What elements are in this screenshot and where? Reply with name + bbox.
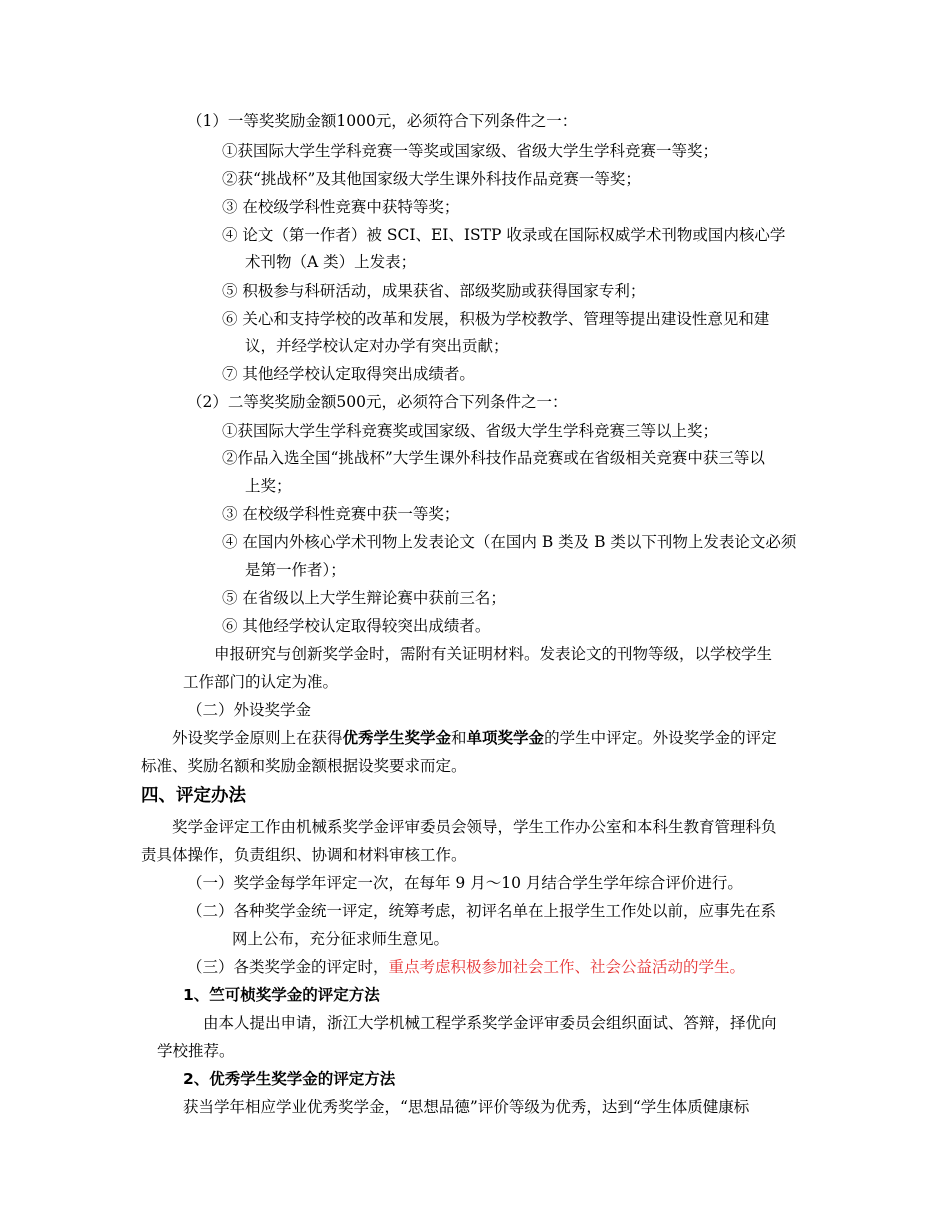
rule-3	[187, 957, 745, 977]
award-2-item-1: ①获国际大学生学科竞赛奖或国家级、省级大学生学科竞赛三等以上奖；	[222, 422, 719, 440]
award-1-item-7: ⑦ 其他经学校认定取得突出成绩者。	[222, 365, 475, 383]
intro-line-2: 责具体操作，负责组织、协调和材料审核工作。	[141, 846, 467, 864]
ext-text-1: 外设奖学金原则上在获得	[172, 729, 343, 747]
method-1-heading: 1、竺可桢奖学金的评定方法	[183, 986, 380, 1004]
award-1-item-4: ④ 论文（第一作者）被 SCI、EI、ISTP 收录或在国际权威学术刊物或国内核心学	[222, 226, 786, 244]
rule-3-text: （三）各类奖学金的评定时，	[187, 958, 389, 976]
section-4-title: 四、评定办法	[141, 786, 246, 806]
award-2-item-4-cont: 是第一作者）；	[245, 561, 346, 579]
method-1-line-1: 由本人提出申请，浙江大学机械工程学系奖学金评审委员会组织面试、答辩，择优向	[203, 1014, 777, 1032]
note-line-1: 申报研究与创新奖学金时，需附有关证明材料。发表论文的刊物等级，以学校学生	[214, 645, 773, 663]
award-1-item-5: ⑤ 积极参与科研活动，成果获省、部级奖励或获得国家专利；	[222, 282, 646, 300]
ext-text-3: 的学生中评定。外设奖学金的评定	[544, 729, 777, 747]
award-2-heading: （2）二等奖奖励金额500元，必须符合下列条件之一：	[187, 393, 568, 411]
ext-text-2: 和	[451, 729, 467, 747]
rule-2: （二）各种奖学金统一评定，统筹考虑，初评名单在上报学生工作处以前，应事先在系	[187, 902, 777, 920]
award-1-heading: （1）一等奖奖励金额1000元，必须符合下列条件之一：	[187, 112, 578, 130]
ext-bold-term-2: 单项奖学金	[466, 728, 545, 747]
award-2-item-4: ④ 在国内外核心学术刊物上发表论文（在国内 B 类及 B 类以下刊物上发表论文必须	[222, 533, 797, 551]
method-2-line-1: 获当学年相应学业优秀奖学金，“思想品德”评价等级为优秀，达到“学生体质健康标	[183, 1098, 750, 1116]
method-2-heading: 2、优秀学生奖学金的评定方法	[183, 1070, 396, 1088]
intro-line-1: 奖学金评定工作由机械系奖学金评审委员会领导，学生工作办公室和本科生教育管理科负	[172, 818, 777, 836]
external-scholarship-heading: （二）外设奖学金	[187, 701, 312, 719]
award-2-item-5: ⑤ 在省级以上大学生辩论赛中获前三名；	[222, 589, 506, 607]
external-scholarship-line-2: 标准、奖励名额和奖励金额根据设奖要求而定。	[141, 757, 467, 775]
award-2-item-2-cont: 上奖；	[245, 477, 292, 495]
award-2-item-3: ③ 在校级学科性竞赛中获一等奖；	[222, 505, 460, 523]
ext-bold-term-1: 优秀学生奖学金	[342, 728, 452, 747]
award-2-item-6: ⑥ 其他经学校认定取得较突出成绩者。	[222, 617, 491, 635]
award-1-item-2: ②获“挑战杯”及其他国家级大学生课外科技作品竞赛一等奖；	[222, 170, 641, 188]
note-line-2: 工作部门的认定为准。	[183, 673, 339, 691]
rule-2-cont: 网上公布，充分征求师生意见。	[232, 930, 450, 948]
method-1-line-2: 学校推荐。	[157, 1042, 235, 1060]
award-1-item-1: ①获国际大学生学科竞赛一等奖或国家级、省级大学生学科竞赛一等奖；	[222, 142, 719, 160]
external-scholarship-line-1	[172, 728, 777, 748]
award-1-item-6-cont: 议，并经学校认定对办学有突出贡献；	[245, 337, 509, 355]
award-1-item-6: ⑥ 关心和支持学校的改革和发展，积极为学校教学、管理等提出建设性意见和建	[222, 310, 770, 328]
award-1-item-3: ③ 在校级学科性竞赛中获特等奖；	[222, 198, 460, 216]
award-1-item-4-cont: 术刊物（A 类）上发表；	[245, 253, 417, 271]
award-2-item-2: ②作品入选全国“挑战杯”大学生课外科技作品竞赛或在省级相关竞赛中获三等以	[222, 449, 765, 467]
rule-3-highlight: 重点考虑积极参加社会工作、社会公益活动的学生。	[388, 958, 746, 976]
rule-1: （一）奖学金每学年评定一次，在每年 9 月～10 月结合学生学年综合评价进行。	[187, 874, 743, 892]
